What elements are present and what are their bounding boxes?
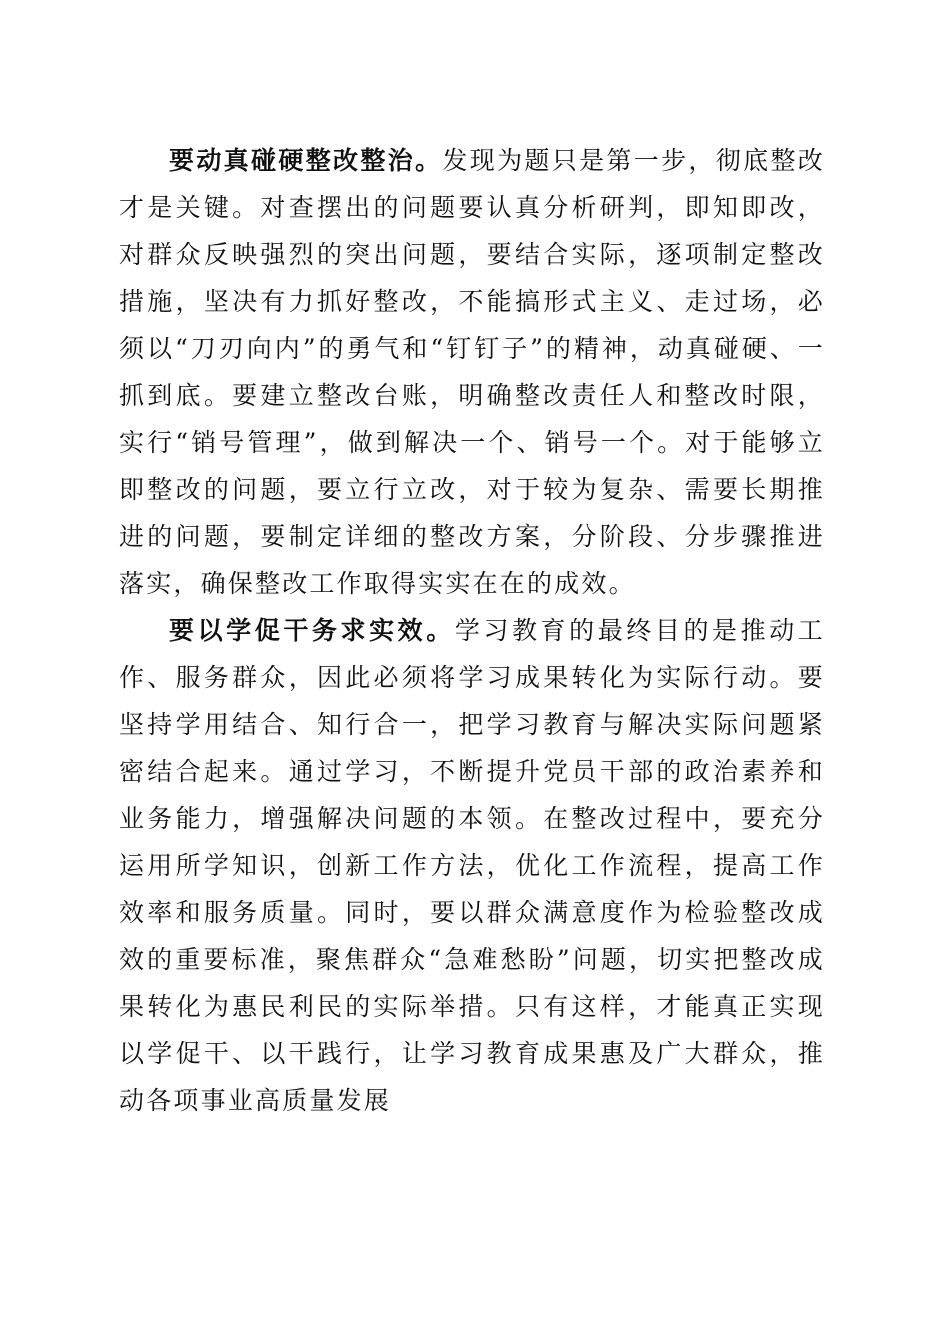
paragraph-heading: 要动真碰硬整改整治。 [169,146,443,175]
paragraph-text: 发现为题只是第一步，彻底整改才是关键。对查摆出的问题要认真分析研判，即知即改，对群众反映强烈的突出问题，要结合实际，逐项制定整改措施，坚决有力抓好整改，不能搞形式主义、走过场，必须以“刀刃向内”的勇气和“钉钉子”的精神，动真碰硬、一抓到底。要建立整改台账，明确整改责任人和整改时限，实行“销号管理”，做到解决一个、销号一个。对于能够立即整改的问题，要立行立改，对于较为复杂、需要长期推进的问题，要制定详细的整改方案，分阶段、分步骤推进落实，确保整改工作取得实实在在的成效。 [119,146,825,598]
document-body [119,137,825,1124]
paragraph-rectification [119,137,825,607]
paragraph-heading: 要以学促干务求实效。 [169,616,455,645]
paragraph-learning-practice [119,607,825,1124]
paragraph-text: 学习教育的最终目的是推动工作、服务群众，因此必须将学习成果转化为实际行动。要坚持学用结合、知行合一，把学习教育与解决实际问题紧密结合起来。通过学习，不断提升党员干部的政治素养和业务能力，增强解决问题的本领。在整改过程中，要充分运用所学知识，创新工作方法，优化工作流程，提高工作效率和服务质量。同时，要以群众满意度作为检验整改成效的重要标准，聚焦群众“急难愁盼”问题，切实把整改成果转化为惠民利民的实际举措。只有这样，才能真正实现以学促干、以干践行，让学习教育成果惠及广大群众，推动各项事业高质量发展 [119,616,825,1115]
